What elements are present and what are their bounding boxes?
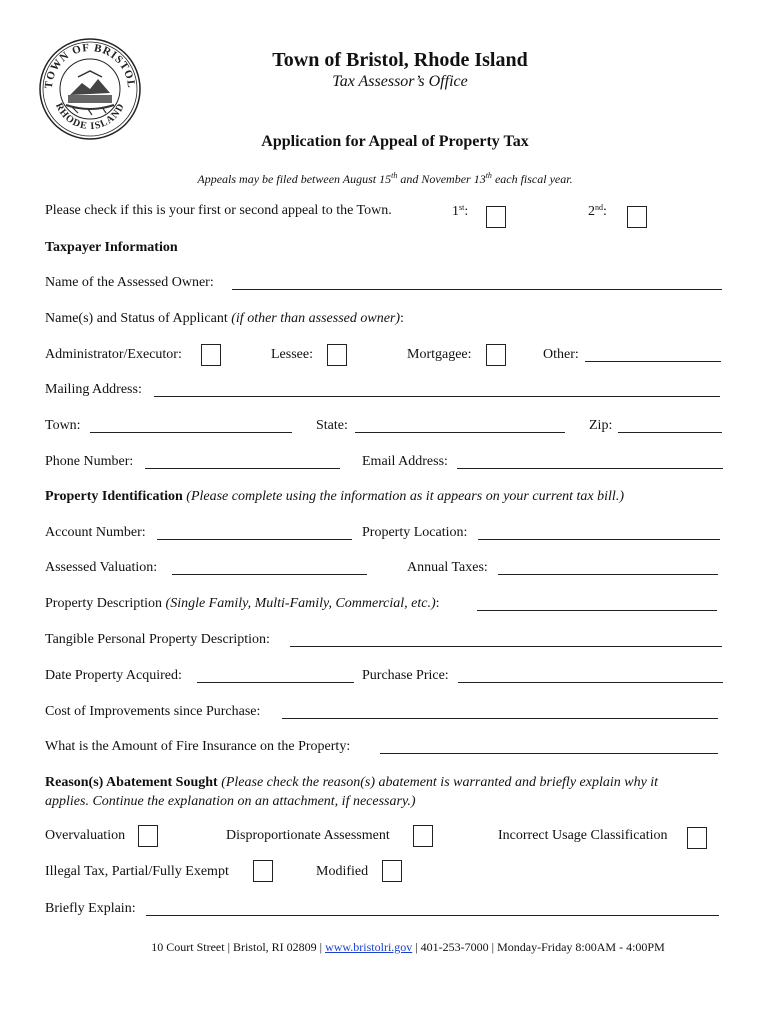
valuation-label: Assessed Valuation: — [45, 560, 158, 575]
owner-label: Name of the Assessed Owner: — [45, 275, 214, 290]
applicant-label: Name(s) and Status of Applicant (if other than assessed owner): — [45, 311, 404, 326]
page-subtitle: Tax Assessor’s Office — [332, 73, 468, 90]
admin-checkbox[interactable] — [201, 344, 221, 366]
appeal-check-text: Please check if this is your first or second appeal to the Town. — [45, 203, 392, 218]
svg-text:TOWN OF BRISTOL: TOWN OF BRISTOL — [42, 41, 138, 90]
explain-field[interactable] — [146, 915, 719, 916]
town-field[interactable] — [90, 432, 292, 433]
incorrect-label: Incorrect Usage Classification — [498, 828, 668, 843]
mailing-field[interactable] — [154, 396, 720, 397]
admin-label: Administrator/Executor: — [45, 347, 182, 362]
email-field[interactable] — [457, 468, 723, 469]
valuation-field[interactable] — [172, 574, 367, 575]
description-field[interactable] — [477, 610, 717, 611]
overvaluation-label: Overvaluation — [45, 828, 126, 843]
tangible-label: Tangible Personal Property Description: — [45, 632, 270, 647]
lessee-checkbox[interactable] — [327, 344, 347, 366]
first-appeal-label: 1st: — [452, 203, 469, 219]
mailing-label: Mailing Address: — [45, 382, 142, 397]
improvements-label: Cost of Improvements since Purchase: — [45, 704, 261, 719]
property-heading: Property Identification (Please complete using the information as it appears on your current tax bill.) — [45, 489, 624, 504]
price-label: Purchase Price: — [362, 668, 449, 683]
account-label: Account Number: — [45, 525, 146, 540]
price-field[interactable] — [458, 682, 723, 683]
owner-field[interactable] — [232, 289, 722, 290]
taxes-label: Annual Taxes: — [407, 560, 488, 575]
account-field[interactable] — [157, 539, 352, 540]
first-appeal-checkbox[interactable] — [486, 206, 506, 228]
town-label: Town: — [45, 418, 81, 433]
page-title: Town of Bristol, Rhode Island — [272, 49, 528, 71]
overvaluation-checkbox[interactable] — [138, 825, 158, 847]
location-field[interactable] — [478, 539, 720, 540]
lessee-label: Lessee: — [271, 347, 313, 362]
zip-label: Zip: — [589, 418, 613, 433]
acquired-label: Date Property Acquired: — [45, 668, 182, 683]
footer: 10 Court Street | Bristol, RI 02809 | www.bristolri.gov | 401-253-7000 | Monday-Friday 8:00AM - 4:00PM — [151, 940, 665, 954]
website-link[interactable]: www.bristolri.gov — [325, 940, 413, 954]
form-title: Application for Appeal of Property Tax — [261, 133, 529, 150]
other-label: Other: — [543, 347, 579, 362]
state-label: State: — [316, 418, 348, 433]
insurance-label: What is the Amount of Fire Insurance on the Property: — [45, 739, 351, 754]
improvements-field[interactable] — [282, 718, 718, 719]
illegal-label: Illegal Tax, Partial/Fully Exempt — [45, 864, 229, 879]
location-label: Property Location: — [362, 525, 468, 540]
svg-text:RHODE ISLAND: RHODE ISLAND — [53, 101, 127, 133]
email-label: Email Address: — [362, 454, 448, 469]
phone-label: Phone Number: — [45, 454, 134, 469]
mortgagee-checkbox[interactable] — [486, 344, 506, 366]
explain-label: Briefly Explain: — [45, 901, 136, 916]
acquired-field[interactable] — [197, 682, 354, 683]
modified-checkbox[interactable] — [382, 860, 402, 882]
insurance-field[interactable] — [380, 753, 718, 754]
modified-label: Modified — [316, 864, 369, 879]
filing-note: Appeals may be filed between August 15th and November 13th each fiscal year. — [197, 171, 573, 186]
second-appeal-label: 2nd: — [588, 203, 607, 219]
second-appeal-checkbox[interactable] — [627, 206, 647, 228]
phone-field[interactable] — [145, 468, 340, 469]
illegal-checkbox[interactable] — [253, 860, 273, 882]
mortgagee-label: Mortgagee: — [407, 347, 472, 362]
zip-field[interactable] — [618, 432, 722, 433]
disproportionate-checkbox[interactable] — [413, 825, 433, 847]
other-field[interactable] — [585, 361, 721, 362]
taxes-field[interactable] — [498, 574, 718, 575]
reasons-heading: Reason(s) Abatement Sought (Please check the reason(s) abatement is warranted and briefly explain why it — [45, 775, 659, 790]
state-field[interactable] — [355, 432, 565, 433]
tangible-field[interactable] — [290, 646, 722, 647]
incorrect-checkbox[interactable] — [687, 827, 707, 849]
taxpayer-heading: Taxpayer Information — [45, 240, 178, 255]
disproportionate-label: Disproportionate Assessment — [226, 828, 390, 843]
reasons-note: applies. Continue the explanation on an attachment, if necessary.) — [45, 794, 416, 809]
description-label: Property Description (Single Family, Multi-Family, Commercial, etc.): — [45, 596, 440, 611]
